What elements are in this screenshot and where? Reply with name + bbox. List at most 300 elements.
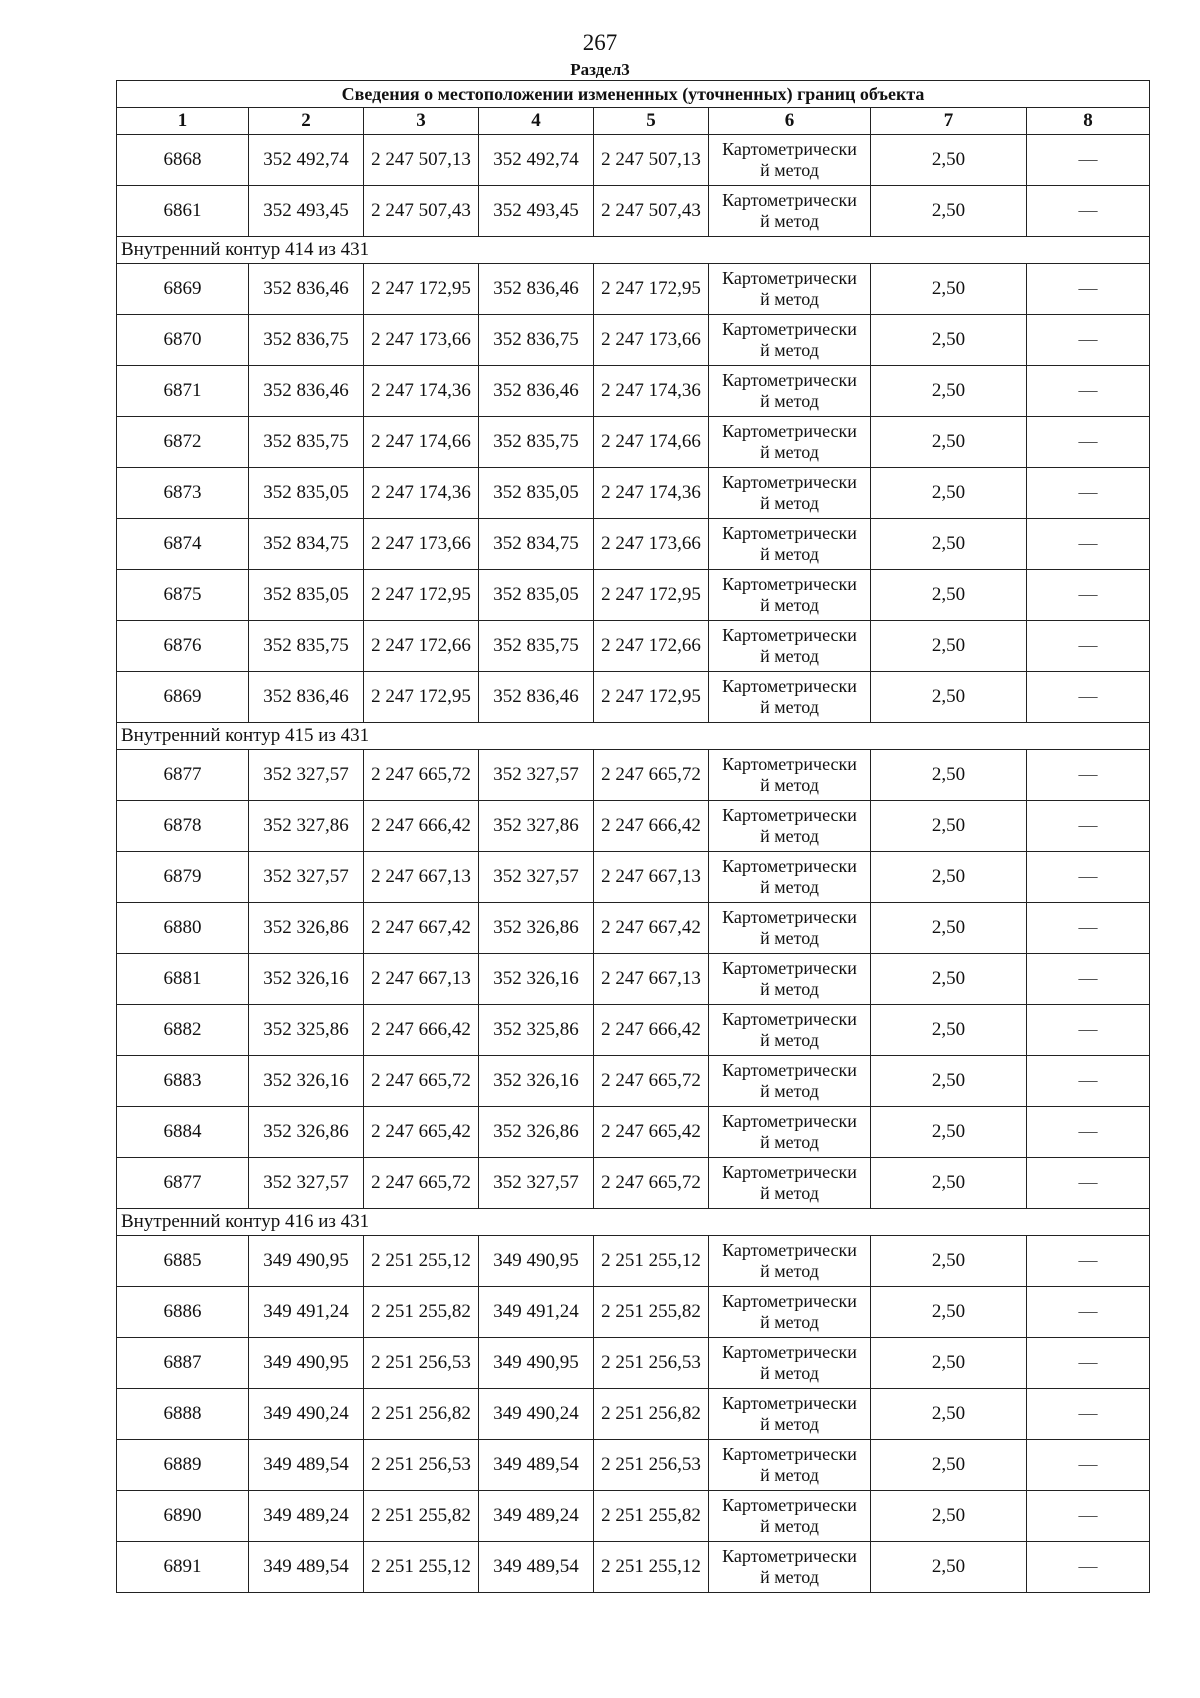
x-coordinate-cell: 349 490,95 — [249, 1236, 364, 1287]
x-coordinate-cell: 352 835,75 — [249, 621, 364, 672]
note-cell: — — [1027, 750, 1150, 801]
point-id-cell: 6887 — [117, 1338, 249, 1389]
method-line-1: Картометрически — [722, 472, 857, 492]
y-coordinate-new-cell: 2 247 172,95 — [594, 570, 709, 621]
y-coordinate-new-cell: 2 247 173,66 — [594, 519, 709, 570]
note-cell: — — [1027, 903, 1150, 954]
accuracy-cell: 2,50 — [871, 672, 1027, 723]
y-coordinate-new-cell: 2 247 667,42 — [594, 903, 709, 954]
method-cell — [709, 750, 871, 801]
point-id-cell: 6879 — [117, 852, 249, 903]
x-coordinate-cell: 352 836,75 — [249, 315, 364, 366]
note-cell: — — [1027, 852, 1150, 903]
column-header: 1 — [117, 108, 249, 135]
point-id-cell: 6875 — [117, 570, 249, 621]
y-coordinate-new-cell: 2 247 174,36 — [594, 366, 709, 417]
x-coordinate-new-cell: 349 491,24 — [479, 1287, 594, 1338]
note-cell: — — [1027, 954, 1150, 1005]
accuracy-cell: 2,50 — [871, 903, 1027, 954]
point-id-cell: 6884 — [117, 1107, 249, 1158]
table-row — [117, 468, 1150, 519]
note-cell: — — [1027, 519, 1150, 570]
x-coordinate-cell: 349 490,24 — [249, 1389, 364, 1440]
y-coordinate-new-cell: 2 247 665,72 — [594, 1056, 709, 1107]
note-cell: — — [1027, 468, 1150, 519]
method-line-2: й метод — [760, 979, 819, 999]
method-line-2: й метод — [760, 595, 819, 615]
accuracy-cell: 2,50 — [871, 1491, 1027, 1542]
y-coordinate-cell: 2 251 255,12 — [364, 1542, 479, 1593]
point-id-cell: 6871 — [117, 366, 249, 417]
y-coordinate-cell: 2 247 507,43 — [364, 186, 479, 237]
method-cell — [709, 1440, 871, 1491]
method-line-2: й метод — [760, 211, 819, 231]
x-coordinate-cell: 349 489,54 — [249, 1542, 364, 1593]
method-cell — [709, 519, 871, 570]
x-coordinate-new-cell: 352 326,86 — [479, 903, 594, 954]
coordinates-table — [116, 80, 1150, 1593]
x-coordinate-new-cell: 349 489,54 — [479, 1440, 594, 1491]
x-coordinate-cell: 349 491,24 — [249, 1287, 364, 1338]
x-coordinate-cell: 352 327,86 — [249, 801, 364, 852]
note-cell: — — [1027, 672, 1150, 723]
table-row — [117, 519, 1150, 570]
x-coordinate-cell: 352 836,46 — [249, 672, 364, 723]
x-coordinate-cell: 352 326,16 — [249, 1056, 364, 1107]
y-coordinate-cell: 2 247 667,13 — [364, 852, 479, 903]
y-coordinate-new-cell: 2 247 667,13 — [594, 954, 709, 1005]
x-coordinate-cell: 352 325,86 — [249, 1005, 364, 1056]
method-line-2: й метод — [760, 493, 819, 513]
method-line-1: Картометрически — [722, 754, 857, 774]
y-coordinate-new-cell: 2 251 256,53 — [594, 1440, 709, 1491]
contour-label: Внутренний контур 414 из 431 — [117, 237, 1150, 264]
x-coordinate-new-cell: 349 489,54 — [479, 1542, 594, 1593]
method-line-2: й метод — [760, 1414, 819, 1434]
y-coordinate-cell: 2 247 507,13 — [364, 135, 479, 186]
point-id-cell: 6889 — [117, 1440, 249, 1491]
y-coordinate-cell: 2 251 256,82 — [364, 1389, 479, 1440]
y-coordinate-cell: 2 247 666,42 — [364, 1005, 479, 1056]
table-row — [117, 852, 1150, 903]
table-body — [117, 81, 1150, 1593]
method-cell — [709, 186, 871, 237]
table-row — [117, 417, 1150, 468]
y-coordinate-cell: 2 247 173,66 — [364, 519, 479, 570]
method-line-2: й метод — [760, 646, 819, 666]
table-row — [117, 1542, 1150, 1593]
column-header: 6 — [709, 108, 871, 135]
x-coordinate-new-cell: 352 836,46 — [479, 264, 594, 315]
point-id-cell: 6890 — [117, 1491, 249, 1542]
method-line-2: й метод — [760, 544, 819, 564]
y-coordinate-new-cell: 2 251 256,53 — [594, 1338, 709, 1389]
point-id-cell: 6878 — [117, 801, 249, 852]
point-id-cell: 6885 — [117, 1236, 249, 1287]
note-cell: — — [1027, 1389, 1150, 1440]
column-header: 5 — [594, 108, 709, 135]
accuracy-cell: 2,50 — [871, 1236, 1027, 1287]
x-coordinate-new-cell: 352 326,86 — [479, 1107, 594, 1158]
table-row — [117, 1389, 1150, 1440]
y-coordinate-new-cell: 2 247 172,66 — [594, 621, 709, 672]
x-coordinate-new-cell: 352 834,75 — [479, 519, 594, 570]
accuracy-cell: 2,50 — [871, 750, 1027, 801]
note-cell: — — [1027, 1056, 1150, 1107]
table-row — [117, 1107, 1150, 1158]
y-coordinate-new-cell: 2 247 172,95 — [594, 264, 709, 315]
method-line-1: Картометрически — [722, 1009, 857, 1029]
method-line-2: й метод — [760, 391, 819, 411]
y-coordinate-new-cell: 2 247 174,36 — [594, 468, 709, 519]
table-row — [117, 1158, 1150, 1209]
method-line-1: Картометрически — [722, 856, 857, 876]
accuracy-cell: 2,50 — [871, 570, 1027, 621]
note-cell: — — [1027, 1158, 1150, 1209]
x-coordinate-new-cell: 352 492,74 — [479, 135, 594, 186]
table-row — [117, 1005, 1150, 1056]
point-id-cell: 6881 — [117, 954, 249, 1005]
note-cell: — — [1027, 1236, 1150, 1287]
method-line-1: Картометрически — [722, 1393, 857, 1413]
method-line-2: й метод — [760, 1465, 819, 1485]
method-line-1: Картометрически — [722, 1291, 857, 1311]
point-id-cell: 6888 — [117, 1389, 249, 1440]
point-id-cell: 6883 — [117, 1056, 249, 1107]
point-id-cell: 6870 — [117, 315, 249, 366]
x-coordinate-cell: 349 490,95 — [249, 1338, 364, 1389]
table-row — [117, 1440, 1150, 1491]
y-coordinate-cell: 2 247 174,36 — [364, 468, 479, 519]
method-cell — [709, 315, 871, 366]
table-row — [117, 186, 1150, 237]
y-coordinate-new-cell: 2 251 255,12 — [594, 1542, 709, 1593]
table-row — [117, 801, 1150, 852]
point-id-cell: 6869 — [117, 672, 249, 723]
method-line-2: й метод — [760, 1081, 819, 1101]
contour-header-row — [117, 1209, 1150, 1236]
x-coordinate-new-cell: 349 490,24 — [479, 1389, 594, 1440]
column-header: 4 — [479, 108, 594, 135]
note-cell: — — [1027, 135, 1150, 186]
method-cell — [709, 1158, 871, 1209]
table-row — [117, 621, 1150, 672]
method-line-2: й метод — [760, 442, 819, 462]
note-cell: — — [1027, 1491, 1150, 1542]
table-row — [117, 1236, 1150, 1287]
accuracy-cell: 2,50 — [871, 468, 1027, 519]
y-coordinate-new-cell: 2 247 172,95 — [594, 672, 709, 723]
point-id-cell: 6861 — [117, 186, 249, 237]
y-coordinate-cell: 2 247 665,72 — [364, 1056, 479, 1107]
method-cell — [709, 135, 871, 186]
method-line-1: Картометрически — [722, 1060, 857, 1080]
y-coordinate-new-cell: 2 247 666,42 — [594, 1005, 709, 1056]
x-coordinate-new-cell: 352 836,75 — [479, 315, 594, 366]
accuracy-cell: 2,50 — [871, 264, 1027, 315]
y-coordinate-cell: 2 251 255,12 — [364, 1236, 479, 1287]
x-coordinate-new-cell: 352 327,86 — [479, 801, 594, 852]
x-coordinate-cell: 352 835,05 — [249, 468, 364, 519]
y-coordinate-cell: 2 251 256,53 — [364, 1440, 479, 1491]
method-line-1: Картометрически — [722, 1162, 857, 1182]
method-line-1: Картометрически — [722, 1546, 857, 1566]
method-line-1: Картометрически — [722, 1111, 857, 1131]
y-coordinate-new-cell: 2 247 666,42 — [594, 801, 709, 852]
note-cell: — — [1027, 621, 1150, 672]
x-coordinate-new-cell: 352 836,46 — [479, 672, 594, 723]
method-cell — [709, 903, 871, 954]
accuracy-cell: 2,50 — [871, 417, 1027, 468]
accuracy-cell: 2,50 — [871, 1389, 1027, 1440]
accuracy-cell: 2,50 — [871, 1287, 1027, 1338]
method-line-1: Картометрически — [722, 268, 857, 288]
y-coordinate-new-cell: 2 251 255,12 — [594, 1236, 709, 1287]
x-coordinate-cell: 349 489,54 — [249, 1440, 364, 1491]
method-line-1: Картометрически — [722, 907, 857, 927]
method-line-2: й метод — [760, 1567, 819, 1587]
method-line-2: й метод — [760, 928, 819, 948]
point-id-cell: 6886 — [117, 1287, 249, 1338]
y-coordinate-cell: 2 251 255,82 — [364, 1491, 479, 1542]
y-coordinate-cell: 2 251 256,53 — [364, 1338, 479, 1389]
note-cell: — — [1027, 417, 1150, 468]
table-row — [117, 1056, 1150, 1107]
accuracy-cell: 2,50 — [871, 1158, 1027, 1209]
method-cell — [709, 621, 871, 672]
x-coordinate-cell: 352 326,16 — [249, 954, 364, 1005]
x-coordinate-new-cell: 352 835,05 — [479, 468, 594, 519]
accuracy-cell: 2,50 — [871, 1542, 1027, 1593]
method-line-1: Картометрически — [722, 421, 857, 441]
y-coordinate-new-cell: 2 247 665,72 — [594, 750, 709, 801]
x-coordinate-new-cell: 352 327,57 — [479, 852, 594, 903]
accuracy-cell: 2,50 — [871, 852, 1027, 903]
method-cell — [709, 1056, 871, 1107]
method-cell — [709, 264, 871, 315]
note-cell: — — [1027, 1338, 1150, 1389]
table-row — [117, 264, 1150, 315]
method-line-1: Картометрически — [722, 370, 857, 390]
y-coordinate-new-cell: 2 247 174,66 — [594, 417, 709, 468]
point-id-cell: 6874 — [117, 519, 249, 570]
method-line-1: Картометрически — [722, 805, 857, 825]
note-cell: — — [1027, 315, 1150, 366]
method-line-2: й метод — [760, 1312, 819, 1332]
method-line-2: й метод — [760, 877, 819, 897]
method-cell — [709, 1107, 871, 1158]
y-coordinate-new-cell: 2 247 667,13 — [594, 852, 709, 903]
method-cell — [709, 1338, 871, 1389]
y-coordinate-new-cell: 2 251 255,82 — [594, 1491, 709, 1542]
accuracy-cell: 2,50 — [871, 1056, 1027, 1107]
accuracy-cell: 2,50 — [871, 519, 1027, 570]
method-line-1: Картометрически — [722, 190, 857, 210]
table-row — [117, 1287, 1150, 1338]
x-coordinate-cell: 352 835,05 — [249, 570, 364, 621]
note-cell: — — [1027, 1287, 1150, 1338]
x-coordinate-new-cell: 352 835,75 — [479, 621, 594, 672]
method-cell — [709, 1236, 871, 1287]
x-coordinate-new-cell: 352 325,86 — [479, 1005, 594, 1056]
table-row — [117, 135, 1150, 186]
x-coordinate-new-cell: 352 326,16 — [479, 954, 594, 1005]
y-coordinate-cell: 2 247 665,42 — [364, 1107, 479, 1158]
note-cell: — — [1027, 1440, 1150, 1491]
column-header-row — [117, 108, 1150, 135]
table-row — [117, 1491, 1150, 1542]
table-row — [117, 315, 1150, 366]
x-coordinate-new-cell: 352 835,05 — [479, 570, 594, 621]
x-coordinate-new-cell: 352 326,16 — [479, 1056, 594, 1107]
x-coordinate-new-cell: 352 327,57 — [479, 750, 594, 801]
x-coordinate-cell: 352 327,57 — [249, 1158, 364, 1209]
point-id-cell: 6872 — [117, 417, 249, 468]
accuracy-cell: 2,50 — [871, 186, 1027, 237]
table-title: Сведения о местоположении измененных (уточненных) границ объекта — [117, 81, 1150, 108]
point-id-cell: 6891 — [117, 1542, 249, 1593]
x-coordinate-cell: 352 327,57 — [249, 852, 364, 903]
y-coordinate-new-cell: 2 247 665,72 — [594, 1158, 709, 1209]
y-coordinate-new-cell: 2 247 507,43 — [594, 186, 709, 237]
y-coordinate-cell: 2 247 172,95 — [364, 264, 479, 315]
x-coordinate-cell: 352 327,57 — [249, 750, 364, 801]
column-header: 7 — [871, 108, 1027, 135]
method-line-1: Картометрически — [722, 1495, 857, 1515]
y-coordinate-cell: 2 247 665,72 — [364, 1158, 479, 1209]
table-row — [117, 954, 1150, 1005]
method-line-1: Картометрически — [722, 958, 857, 978]
column-header: 3 — [364, 108, 479, 135]
accuracy-cell: 2,50 — [871, 1440, 1027, 1491]
method-line-1: Картометрически — [722, 625, 857, 645]
method-line-1: Картометрически — [722, 1444, 857, 1464]
x-coordinate-cell: 352 493,45 — [249, 186, 364, 237]
accuracy-cell: 2,50 — [871, 315, 1027, 366]
method-line-2: й метод — [760, 826, 819, 846]
method-cell — [709, 1005, 871, 1056]
x-coordinate-cell: 352 326,86 — [249, 1107, 364, 1158]
contour-label: Внутренний контур 415 из 431 — [117, 723, 1150, 750]
x-coordinate-new-cell: 352 493,45 — [479, 186, 594, 237]
method-line-1: Картометрически — [722, 139, 857, 159]
y-coordinate-cell: 2 247 172,66 — [364, 621, 479, 672]
method-line-2: й метод — [760, 1183, 819, 1203]
table-row — [117, 750, 1150, 801]
method-line-2: й метод — [760, 1030, 819, 1050]
x-coordinate-cell: 352 836,46 — [249, 366, 364, 417]
method-line-1: Картометрически — [722, 319, 857, 339]
note-cell: — — [1027, 1005, 1150, 1056]
contour-label: Внутренний контур 416 из 431 — [117, 1209, 1150, 1236]
method-line-2: й метод — [760, 1363, 819, 1383]
method-cell — [709, 1389, 871, 1440]
note-cell: — — [1027, 801, 1150, 852]
point-id-cell: 6877 — [117, 1158, 249, 1209]
point-id-cell: 6876 — [117, 621, 249, 672]
y-coordinate-cell: 2 247 172,95 — [364, 570, 479, 621]
x-coordinate-new-cell: 349 489,24 — [479, 1491, 594, 1542]
x-coordinate-cell: 352 326,86 — [249, 903, 364, 954]
method-cell — [709, 801, 871, 852]
accuracy-cell: 2,50 — [871, 954, 1027, 1005]
y-coordinate-cell: 2 247 665,72 — [364, 750, 479, 801]
point-id-cell: 6869 — [117, 264, 249, 315]
y-coordinate-new-cell: 2 247 507,13 — [594, 135, 709, 186]
x-coordinate-cell: 349 489,24 — [249, 1491, 364, 1542]
table-row — [117, 1338, 1150, 1389]
y-coordinate-new-cell: 2 247 173,66 — [594, 315, 709, 366]
table-row — [117, 672, 1150, 723]
y-coordinate-cell: 2 247 174,36 — [364, 366, 479, 417]
accuracy-cell: 2,50 — [871, 366, 1027, 417]
method-line-2: й метод — [760, 697, 819, 717]
method-cell — [709, 1542, 871, 1593]
note-cell: — — [1027, 570, 1150, 621]
point-id-cell: 6880 — [117, 903, 249, 954]
note-cell: — — [1027, 1542, 1150, 1593]
column-header: 8 — [1027, 108, 1150, 135]
method-line-2: й метод — [760, 1261, 819, 1281]
y-coordinate-cell: 2 247 173,66 — [364, 315, 479, 366]
x-coordinate-new-cell: 352 836,46 — [479, 366, 594, 417]
accuracy-cell: 2,50 — [871, 1107, 1027, 1158]
y-coordinate-cell: 2 247 667,42 — [364, 903, 479, 954]
point-id-cell: 6877 — [117, 750, 249, 801]
point-id-cell: 6882 — [117, 1005, 249, 1056]
table-row — [117, 903, 1150, 954]
y-coordinate-cell: 2 247 172,95 — [364, 672, 479, 723]
method-cell — [709, 1287, 871, 1338]
y-coordinate-cell: 2 251 255,82 — [364, 1287, 479, 1338]
y-coordinate-cell: 2 247 667,13 — [364, 954, 479, 1005]
method-line-2: й метод — [760, 1516, 819, 1536]
section-title: Раздел3 — [570, 60, 630, 79]
note-cell: — — [1027, 186, 1150, 237]
method-cell — [709, 1491, 871, 1542]
y-coordinate-new-cell: 2 251 256,82 — [594, 1389, 709, 1440]
accuracy-cell: 2,50 — [871, 1338, 1027, 1389]
x-coordinate-new-cell: 349 490,95 — [479, 1236, 594, 1287]
page-number: 267 — [582, 30, 618, 55]
method-cell — [709, 852, 871, 903]
accuracy-cell: 2,50 — [871, 801, 1027, 852]
method-cell — [709, 954, 871, 1005]
method-line-1: Картометрически — [722, 676, 857, 696]
x-coordinate-new-cell: 352 327,57 — [479, 1158, 594, 1209]
note-cell: — — [1027, 366, 1150, 417]
method-line-1: Картометрически — [722, 574, 857, 594]
x-coordinate-new-cell: 349 490,95 — [479, 1338, 594, 1389]
note-cell: — — [1027, 1107, 1150, 1158]
method-cell — [709, 672, 871, 723]
y-coordinate-new-cell: 2 251 255,82 — [594, 1287, 709, 1338]
note-cell: — — [1027, 264, 1150, 315]
table-caption-row — [117, 81, 1150, 108]
x-coordinate-cell: 352 492,74 — [249, 135, 364, 186]
point-id-cell: 6868 — [117, 135, 249, 186]
y-coordinate-cell: 2 247 174,66 — [364, 417, 479, 468]
method-cell — [709, 417, 871, 468]
table-row — [117, 366, 1150, 417]
method-line-1: Картометрически — [722, 1240, 857, 1260]
table-row — [117, 570, 1150, 621]
accuracy-cell: 2,50 — [871, 135, 1027, 186]
method-line-2: й метод — [760, 340, 819, 360]
method-line-2: й метод — [760, 775, 819, 795]
point-id-cell: 6873 — [117, 468, 249, 519]
accuracy-cell: 2,50 — [871, 621, 1027, 672]
